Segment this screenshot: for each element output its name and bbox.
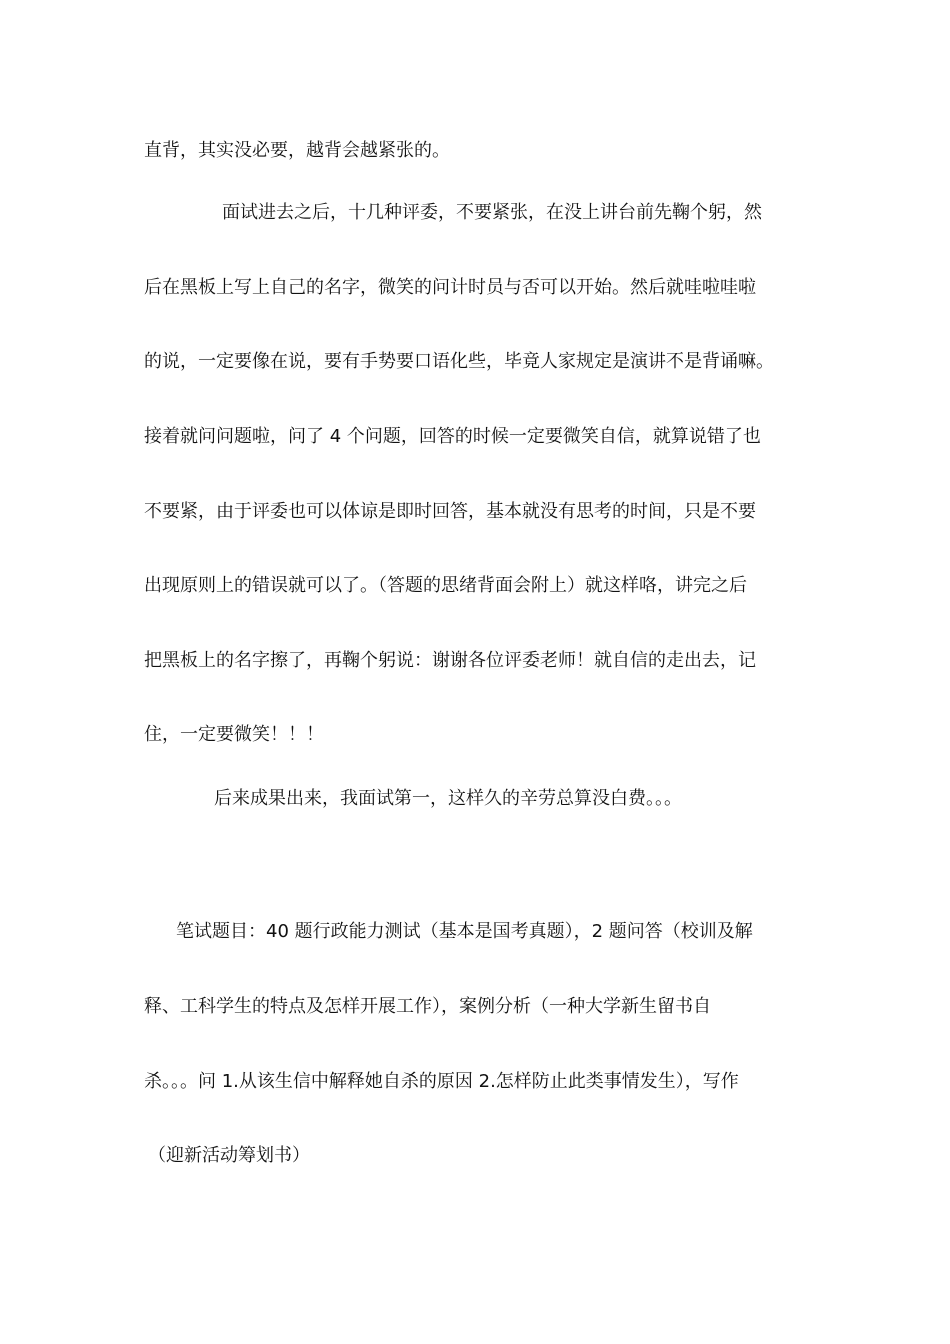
text-line: 接着就问问题啦，问了 4 个问题，回答的时候一定要微笑自信，就算说错了也 xyxy=(144,426,761,447)
text-line: 后在黑板上写上自己的名字，微笑的问计时员与否可以开始。然后就哇啦哇啦 xyxy=(144,277,756,298)
text-line: 笔试题目：40 题行政能力测试（基本是国考真题），2 题问答（校训及解 xyxy=(176,921,753,942)
text-line: 直背，其实没必要，越背会越紧张的。 xyxy=(144,140,450,161)
text-line: 后来成果出来，我面试第一，这样久的辛劳总算没白费。。。 xyxy=(214,788,682,809)
text-line: 把黑板上的名字擦了，再鞠个躬说：谢谢各位评委老师！就自信的走出去，记 xyxy=(144,650,756,671)
text-line: 面试进去之后，十几种评委，不要紧张，在没上讲台前先鞠个躬，然 xyxy=(222,202,762,223)
text-line: 杀。。。问 1.从该生信中解释她自杀的原因 2.怎样防止此类事情发生），写作 xyxy=(144,1071,739,1092)
text-line: （迎新活动筹划书） xyxy=(148,1145,310,1166)
text-line: 住，一定要微笑！！！ xyxy=(144,724,324,745)
text-line: 释、工科学生的特点及怎样开展工作），案例分析（一种大学新生留书自 xyxy=(144,996,711,1017)
text-line: 不要紧，由于评委也可以体谅是即时回答，基本就没有思考的时间，只是不要 xyxy=(144,501,756,522)
text-line: 的说，一定要像在说，要有手势要口语化些，毕竟人家规定是演讲不是背诵嘛。 xyxy=(144,351,774,372)
text-line: 出现原则上的错误就可以了。（答题的思绪背面会附上）就这样咯，讲完之后 xyxy=(144,575,747,596)
